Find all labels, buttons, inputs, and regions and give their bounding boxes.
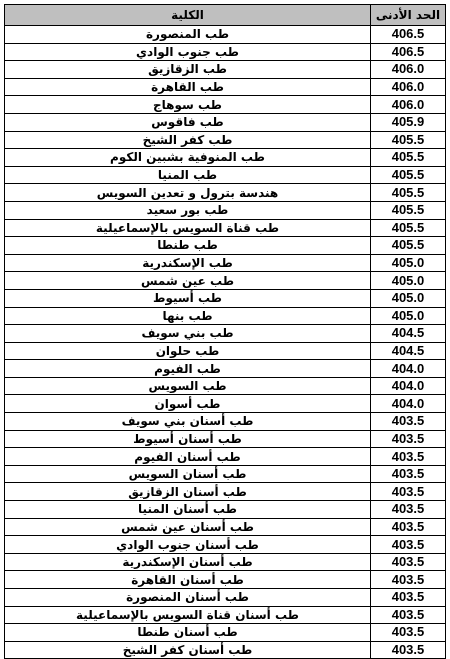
table-row — [5, 430, 446, 448]
table-row — [5, 166, 446, 184]
admission-table-sheet — [4, 4, 445, 659]
table-header-row — [5, 5, 446, 26]
table-row — [5, 78, 446, 96]
faculty-cell: طب المنصورة — [5, 26, 371, 44]
faculty-cell: طب أسوان — [5, 395, 371, 413]
minimum-score-cell: 403.5 — [371, 483, 446, 501]
faculty-cell: طب قناة السويس بالإسماعيلية — [5, 219, 371, 237]
table-row — [5, 307, 446, 325]
minimum-score-cell: 405.5 — [371, 149, 446, 167]
table-row — [5, 571, 446, 589]
table-row — [5, 201, 446, 219]
table-row — [5, 536, 446, 554]
minimum-score-cell: 405.9 — [371, 113, 446, 131]
table-row — [5, 553, 446, 571]
faculty-cell: طب أسنان السويس — [5, 465, 371, 483]
minimum-score-cell: 403.5 — [371, 430, 446, 448]
minimum-score-cell: 404.5 — [371, 325, 446, 343]
faculty-cell: طب المنوفية بشبين الكوم — [5, 149, 371, 167]
minimum-score-cell: 406.5 — [371, 43, 446, 61]
table-row — [5, 606, 446, 624]
faculty-cell: طب أسنان عين شمس — [5, 518, 371, 536]
minimum-score-cell: 403.5 — [371, 589, 446, 607]
faculty-cell: طب أسنان الإسكندرية — [5, 553, 371, 571]
table-row — [5, 254, 446, 272]
table-row — [5, 483, 446, 501]
faculty-cell: طب عين شمس — [5, 272, 371, 290]
faculty-cell: طب أسنان بني سويف — [5, 413, 371, 431]
minimum-score-cell: 403.5 — [371, 536, 446, 554]
faculty-cell: طب الإسكندرية — [5, 254, 371, 272]
faculty-cell: طب حلوان — [5, 342, 371, 360]
table-row — [5, 289, 446, 307]
minimum-score-cell: 403.5 — [371, 641, 446, 659]
table-row — [5, 61, 446, 79]
faculty-cell: طب أسنان المنيا — [5, 501, 371, 519]
minimum-score-cell: 406.0 — [371, 96, 446, 114]
faculty-cell: طب الفيوم — [5, 360, 371, 378]
minimum-score-column-header: الحد الأدنى — [371, 5, 446, 26]
faculty-column-header: الكلية — [5, 5, 371, 26]
faculty-cell: طب طنطا — [5, 237, 371, 255]
table-row — [5, 589, 446, 607]
minimum-score-cell: 403.5 — [371, 606, 446, 624]
minimum-score-cell: 405.5 — [371, 219, 446, 237]
faculty-cell: طب أسنان الزقازيق — [5, 483, 371, 501]
minimum-score-cell: 404.0 — [371, 395, 446, 413]
faculty-cell: طب أسنان طنطا — [5, 624, 371, 642]
minimum-score-cell: 405.0 — [371, 307, 446, 325]
minimum-score-cell: 405.5 — [371, 201, 446, 219]
faculty-cell: طب بني سويف — [5, 325, 371, 343]
minimum-score-cell: 406.0 — [371, 78, 446, 96]
minimum-score-cell: 403.5 — [371, 413, 446, 431]
table-row — [5, 96, 446, 114]
table-row — [5, 377, 446, 395]
faculty-cell: طب أسنان كفر الشيخ — [5, 641, 371, 659]
faculty-cell: طب أسنان جنوب الوادي — [5, 536, 371, 554]
table-row — [5, 237, 446, 255]
table-row — [5, 413, 446, 431]
minimum-score-cell: 404.0 — [371, 377, 446, 395]
table-row — [5, 641, 446, 659]
minimum-score-cell: 403.5 — [371, 448, 446, 466]
minimum-score-cell: 405.0 — [371, 289, 446, 307]
table-row — [5, 518, 446, 536]
faculty-cell: طب أسنان المنصورة — [5, 589, 371, 607]
table-row — [5, 465, 446, 483]
table-body — [5, 26, 446, 659]
faculty-cell: طب أسنان قناة السويس بالإسماعيلية — [5, 606, 371, 624]
faculty-cell: طب كفر الشيخ — [5, 131, 371, 149]
faculty-cell: طب بور سعيد — [5, 201, 371, 219]
table-row — [5, 149, 446, 167]
minimum-score-cell: 405.0 — [371, 272, 446, 290]
table-row — [5, 113, 446, 131]
table-row — [5, 342, 446, 360]
faculty-cell: طب أسنان الفيوم — [5, 448, 371, 466]
table-row — [5, 131, 446, 149]
faculty-cell: طب الزقازيق — [5, 61, 371, 79]
faculty-cell: طب جنوب الوادي — [5, 43, 371, 61]
minimum-score-cell: 404.0 — [371, 360, 446, 378]
faculty-cell: طب سوهاج — [5, 96, 371, 114]
minimum-score-cell: 403.5 — [371, 624, 446, 642]
table-row — [5, 272, 446, 290]
table-row — [5, 624, 446, 642]
minimum-score-cell: 403.5 — [371, 501, 446, 519]
minimum-score-cell: 403.5 — [371, 465, 446, 483]
minimum-score-cell: 405.5 — [371, 166, 446, 184]
faculty-cell: طب بنها — [5, 307, 371, 325]
minimum-score-cell: 405.5 — [371, 131, 446, 149]
table-row — [5, 184, 446, 202]
faculty-cell: طب المنيا — [5, 166, 371, 184]
table-row — [5, 43, 446, 61]
minimum-score-cell: 403.5 — [371, 518, 446, 536]
minimum-score-cell: 403.5 — [371, 571, 446, 589]
admission-scores-table — [4, 4, 446, 659]
faculty-cell: طب القاهرة — [5, 78, 371, 96]
table-row — [5, 448, 446, 466]
minimum-score-cell: 406.5 — [371, 26, 446, 44]
table-row — [5, 501, 446, 519]
faculty-cell: طب أسنان القاهرة — [5, 571, 371, 589]
faculty-cell: طب فاقوس — [5, 113, 371, 131]
table-row — [5, 219, 446, 237]
faculty-cell: طب أسيوط — [5, 289, 371, 307]
faculty-cell: طب أسنان أسيوط — [5, 430, 371, 448]
minimum-score-cell: 406.0 — [371, 61, 446, 79]
minimum-score-cell: 404.5 — [371, 342, 446, 360]
table-row — [5, 26, 446, 44]
faculty-cell: هندسة بترول و تعدين السويس — [5, 184, 371, 202]
faculty-cell: طب السويس — [5, 377, 371, 395]
table-row — [5, 395, 446, 413]
minimum-score-cell: 403.5 — [371, 553, 446, 571]
minimum-score-cell: 405.5 — [371, 237, 446, 255]
table-row — [5, 325, 446, 343]
table-row — [5, 360, 446, 378]
minimum-score-cell: 405.0 — [371, 254, 446, 272]
minimum-score-cell: 405.5 — [371, 184, 446, 202]
